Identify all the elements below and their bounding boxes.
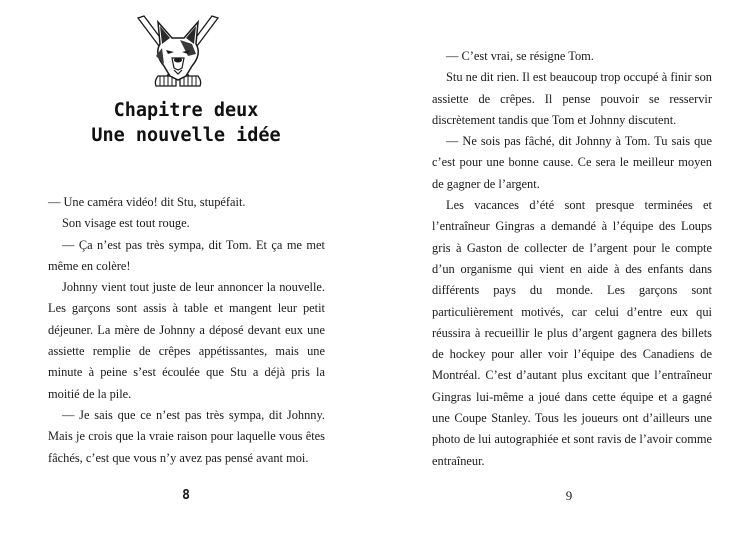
page-number-right: 9 (565, 488, 573, 503)
paragraph: Johnny vient tout juste de leur annoncer la nouvelle. Les garçons sont assis à table et mangent leur petit déjeuner. La mère de Johnny a déposé devant eux une assiette remplie de crêpes appétissantes, mais une minute à peine s’est écoulée que Stu a déjà pris la moitié de la pile. (48, 280, 325, 401)
paragraph: — C’est vrai, se résigne Tom. (446, 49, 594, 63)
chapter-title: Une nouvelle idée (91, 125, 281, 146)
page-number-left: 8 (182, 488, 190, 503)
paragraph: Son visage est tout rouge. (62, 216, 190, 231)
chapter-heading (0, 98, 372, 148)
wolf-hockey-emblem-icon (136, 14, 220, 92)
paragraph: — Une caméra vidéo! dit Stu, stupéfait. (48, 195, 246, 209)
right-page-body (432, 46, 712, 472)
paragraph: Stu ne dit rien. Il est beaucoup trop occupé à finir son assiette de crêpes. Il pense pouvoir se resservir discrètement tandis que Tom et Johnny discutent. (432, 70, 712, 127)
paragraph: — Je sais que ce n’est pas très sympa, dit Johnny. Mais je crois que la vraie raison pour laquelle vous êtes fâchés, c’est que vous n’y avez pas pensé avant moi. (48, 407, 325, 465)
left-page-body (48, 192, 325, 469)
right-page (378, 0, 756, 549)
chapter-label: Chapitre deux (113, 100, 259, 121)
paragraph: Les vacances d’été sont presque terminées et l’entraîneur Gingras a demandé à l’équipe des Loups gris à Gaston de collecter de l’argent pour le compte d’un organisme qui vient en aide à des enfants dans différents pays du monde. Les garçons sont particulièrement motivés, car celui d’entre eux qui réussira à recueillir le plus d’argent gagnera des billets de hockey pour aller voir l’équipe des Canadiens de Montréal. C’est d’autant plus excitant que l’entraîneur Gingras lui-même a joué dans cette équipe et a gagné une Coupe Stanley. Tous les joueurs ont d’ailleurs une photo de lui autographiée et sont ravis de l’avoir comme entraîneur. (432, 198, 712, 468)
paragraph: — Ne sois pas fâché, dit Johnny à Tom. Tu sais que c’est pour une bonne cause. Ce sera le meilleur moyen de gagner de l’argent. (432, 134, 712, 191)
paragraph: — Ça n’est pas très sympa, dit Tom. Et ça me met même en colère! (48, 237, 325, 273)
